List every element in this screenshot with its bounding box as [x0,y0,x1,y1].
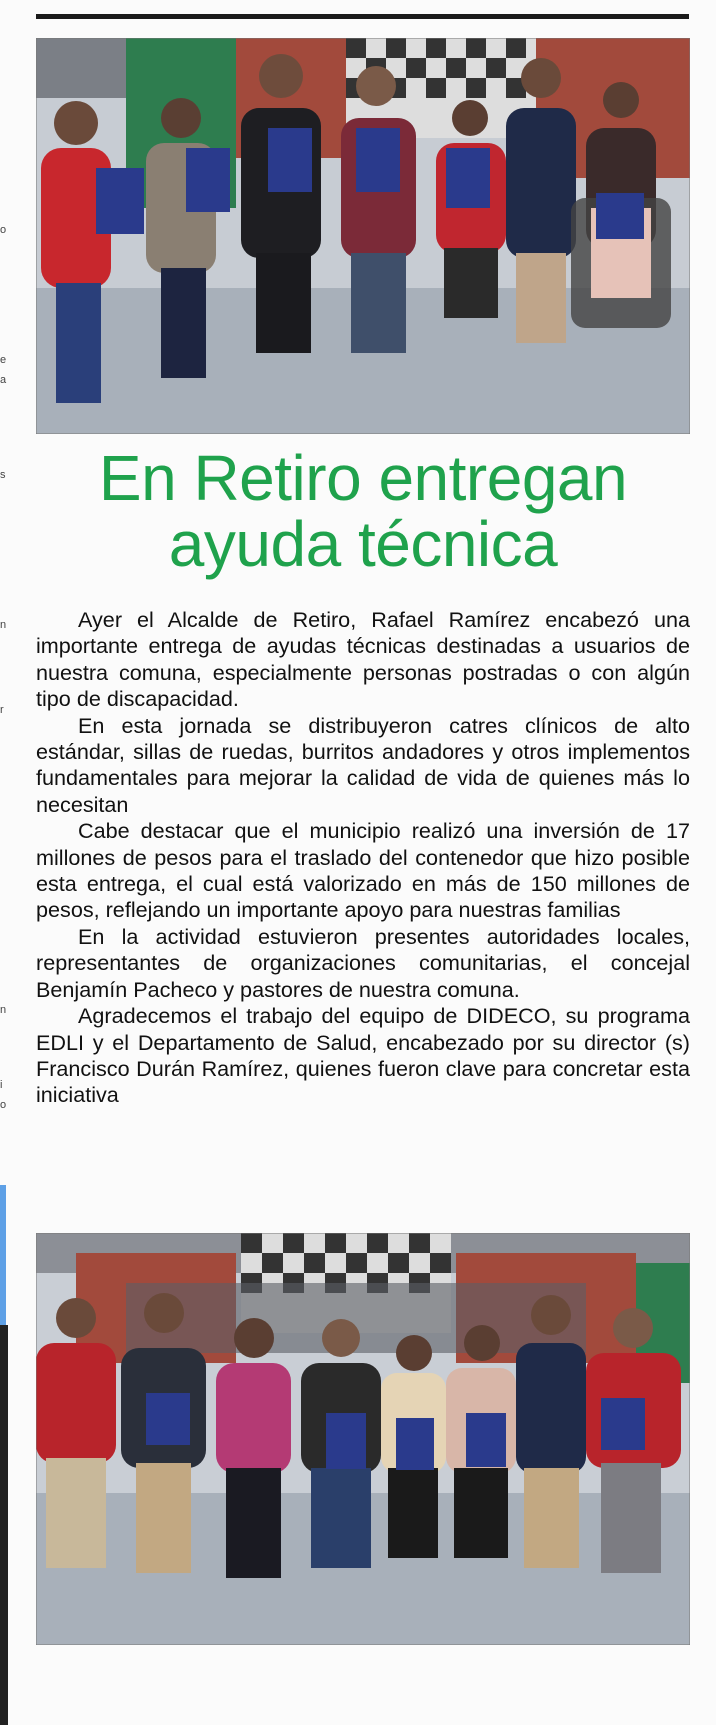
gutter-mark: a [0,374,7,386]
article-paragraph: Agradecemos el trabajo del equipo de DIDECO, su programa EDLI y el Departamento de Salud, encabezado por su director (s) Francisco Durán Ramírez, quienes fueron clave para concretar esta iniciativa [36,1003,690,1108]
headline [36,442,690,580]
top-rule [36,14,689,19]
gutter-mark: n [0,1004,7,1016]
gutter-mark: o [0,1099,7,1111]
gutter-dark-bar [0,1325,8,1725]
adjacent-column-fragment [0,140,10,1700]
article-paragraph: Cabe destacar que el municipio realizó una inversión de 17 millones de pesos para el traslado del contenedor que hizo posible esta entrega, el cual está valorizado en más de 150 millones de pesos, reflejando un importante apoyo para nuestras familias [36,818,690,923]
headline-line-2: ayuda técnica [168,508,558,580]
gutter-mark: i [0,1079,3,1091]
gutter-mark: e [0,354,7,366]
gutter-mark: s [0,469,6,481]
article-paragraph: Ayer el Alcalde de Retiro, Rafael Ramírez encabezó una importante entrega de ayudas técnicas destinadas a usuarios de nuestra comuna, especialmente personas postradas o con algún tipo de discapacidad. [36,607,690,712]
group-photo-image [36,1233,690,1645]
event-photo-top [36,38,690,434]
article-body [36,607,690,1109]
article-paragraph: En esta jornada se distribuyeron catres clínicos de alto estándar, sillas de ruedas, burritos andadores y otros implementos fundamentales para mejorar la calidad de vida de quienes más lo necesitan [36,712,690,817]
event-photo-bottom [36,1233,690,1645]
headline-line-1: En Retiro entregan [98,442,628,514]
article-paragraph: En la actividad estuvieron presentes autoridades locales, representantes de organizaciones comunitarias, el concejal Benjamín Pacheco y pastores de nuestra comuna. [36,923,690,1002]
gutter-mark: r [0,704,4,716]
gutter-mark: o [0,224,7,236]
gutter-mark: n [0,619,7,631]
group-photo-image [36,38,690,434]
gutter-color-bar [0,1185,6,1325]
